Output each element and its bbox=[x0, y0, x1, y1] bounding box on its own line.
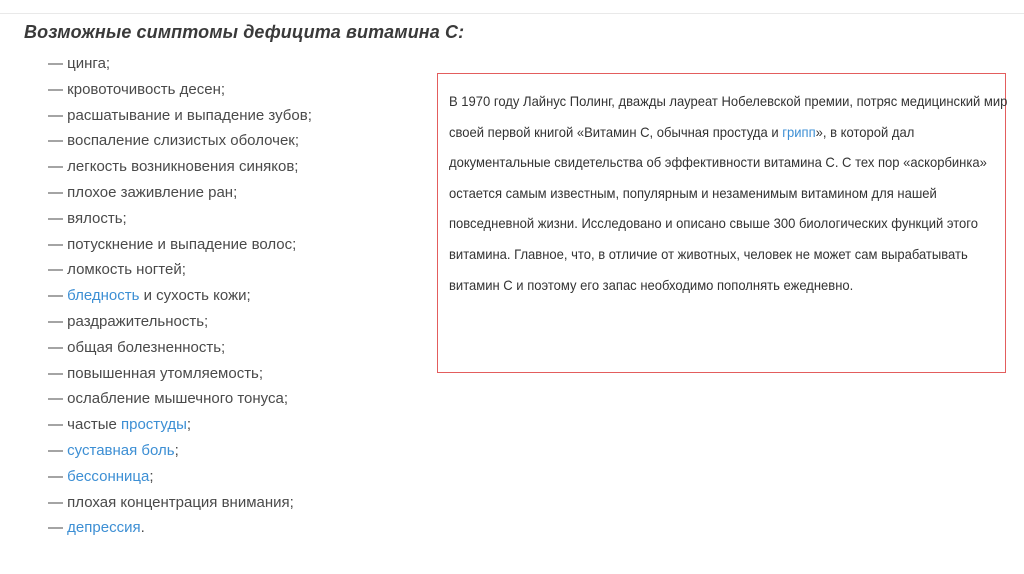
symptom-dash: — bbox=[48, 519, 68, 537]
symptom-punct: ; bbox=[294, 132, 300, 150]
symptom-dash: — bbox=[48, 132, 68, 150]
symptom-text: вялость bbox=[67, 209, 123, 227]
symptom-punct: ; bbox=[220, 80, 226, 98]
symptom-text: расшатывание и выпадение зубов bbox=[67, 106, 308, 124]
symptom-punct: ; bbox=[292, 235, 297, 253]
symptom-item bbox=[48, 103, 312, 129]
symptom-text: потускнение и выпадение волос bbox=[67, 235, 293, 253]
symptom-text: плохое заживление ран bbox=[67, 183, 234, 201]
quote-line: витамин С и поэтому его запас необходимо пополнять ежедневно. bbox=[449, 276, 854, 293]
symptom-item bbox=[48, 154, 312, 180]
symptom-dash: — bbox=[48, 364, 68, 382]
symptom-item bbox=[48, 412, 312, 438]
symptom-dash: — bbox=[48, 338, 68, 356]
symptom-dash: — bbox=[48, 493, 68, 511]
symptom-punct: ; bbox=[174, 441, 179, 459]
symptom-text: плохая концентрация внимания bbox=[67, 493, 290, 511]
symptom-item bbox=[48, 335, 312, 361]
symptom-dash: — bbox=[48, 55, 68, 72]
symptom-text: воспаление слизистых оболочек bbox=[67, 132, 295, 150]
symptom-punct: . bbox=[140, 519, 145, 537]
symptom-punct: ; bbox=[283, 390, 289, 408]
symptom-link[interactable]: бледность bbox=[67, 287, 140, 305]
symptom-punct: ; bbox=[258, 364, 264, 382]
quote-text bbox=[449, 86, 1008, 300]
flu-link[interactable]: грипп bbox=[782, 123, 816, 140]
symptom-punct: ; bbox=[246, 287, 251, 305]
symptom-dash: — bbox=[48, 390, 68, 408]
symptom-dash: — bbox=[48, 441, 68, 459]
symptom-item bbox=[48, 77, 312, 103]
symptom-item bbox=[48, 232, 312, 258]
symptom-dash: — bbox=[48, 467, 68, 485]
symptom-dash: — bbox=[48, 261, 68, 279]
quote-line: повседневной жизни. Исследовано и описано свыше 300 биологических функций этого bbox=[449, 215, 978, 232]
symptom-item bbox=[48, 180, 312, 206]
top-divider bbox=[0, 13, 1024, 14]
symptom-punct: ; bbox=[233, 183, 238, 201]
symptom-punct: ; bbox=[122, 209, 127, 227]
symptom-punct: ; bbox=[186, 416, 192, 434]
quote-box bbox=[437, 73, 1006, 373]
symptom-item bbox=[48, 257, 312, 283]
quote-line: витамина. Главное, что, в отличие от животных, человек не может сам вырабатывать bbox=[449, 245, 968, 262]
symptom-text: легкость возникновения синяков bbox=[67, 158, 295, 176]
symptom-dash: — bbox=[48, 287, 68, 305]
page-title: Возможные симптомы дефицита витамина С: bbox=[24, 22, 465, 42]
quote-line: остается самым известным, популярным и незаменимым витамином для нашей bbox=[449, 184, 937, 201]
symptom-link[interactable]: бессонница bbox=[67, 467, 150, 485]
symptom-item bbox=[48, 438, 312, 464]
symptom-text: кровоточивость десен bbox=[67, 80, 221, 98]
symptom-dash: — bbox=[48, 80, 68, 98]
symptom-text: раздражительность bbox=[67, 312, 205, 330]
symptom-punct: ; bbox=[105, 55, 111, 72]
symptom-item bbox=[48, 206, 312, 232]
symptom-text: цинга bbox=[67, 55, 106, 72]
symptom-text: повышенная утомляемость bbox=[67, 364, 259, 382]
symptom-link[interactable]: депрессия bbox=[67, 519, 141, 537]
symptom-dash: — bbox=[48, 106, 68, 124]
symptom-punct: ; bbox=[181, 261, 186, 279]
quote-line bbox=[449, 117, 956, 148]
symptom-dash: — bbox=[48, 158, 68, 176]
symptom-item bbox=[48, 386, 312, 412]
symptom-punct: ; bbox=[221, 338, 226, 356]
symptom-punct: ; bbox=[149, 467, 154, 485]
symptom-punct: ; bbox=[289, 493, 294, 511]
symptom-dash: — bbox=[48, 209, 68, 227]
symptom-text: частые bbox=[67, 416, 121, 434]
quote-line-text: своей первой книгой «Витамин С, обычная простуда и bbox=[449, 123, 783, 140]
symptom-item bbox=[48, 464, 312, 490]
symptom-item bbox=[48, 490, 312, 516]
symptom-text: ослабление мышечного тонуса bbox=[67, 390, 284, 408]
symptom-punct: ; bbox=[294, 158, 299, 176]
symptom-item bbox=[48, 361, 312, 387]
symptom-list bbox=[48, 51, 312, 541]
symptom-text: ломкость ногтей bbox=[67, 261, 182, 279]
symptom-link[interactable]: простуды bbox=[121, 416, 187, 434]
quote-line: В 1970 году Лайнус Полинг, дважды лауреат Нобелевской премии, потряс медицинский мир bbox=[449, 93, 1008, 109]
symptom-item bbox=[48, 515, 312, 541]
symptom-text: и сухость кожи bbox=[139, 287, 247, 305]
symptom-punct: ; bbox=[307, 106, 312, 124]
symptom-item bbox=[48, 51, 312, 77]
symptom-item bbox=[48, 128, 312, 154]
symptom-dash: — bbox=[48, 416, 68, 434]
symptom-text: общая болезненность bbox=[67, 338, 222, 356]
quote-line-text: », в которой дал bbox=[815, 123, 915, 140]
quote-line: документальные свидетельства об эффективности витамина С. С тех пор «аскорбинка» bbox=[449, 154, 987, 171]
symptom-dash: — bbox=[48, 235, 68, 253]
symptom-punct: ; bbox=[204, 312, 209, 330]
symptom-item bbox=[48, 309, 312, 335]
symptom-dash: — bbox=[48, 183, 68, 201]
symptom-item bbox=[48, 283, 312, 309]
symptom-dash: — bbox=[48, 312, 68, 330]
symptom-link[interactable]: суставная боль bbox=[67, 441, 175, 459]
